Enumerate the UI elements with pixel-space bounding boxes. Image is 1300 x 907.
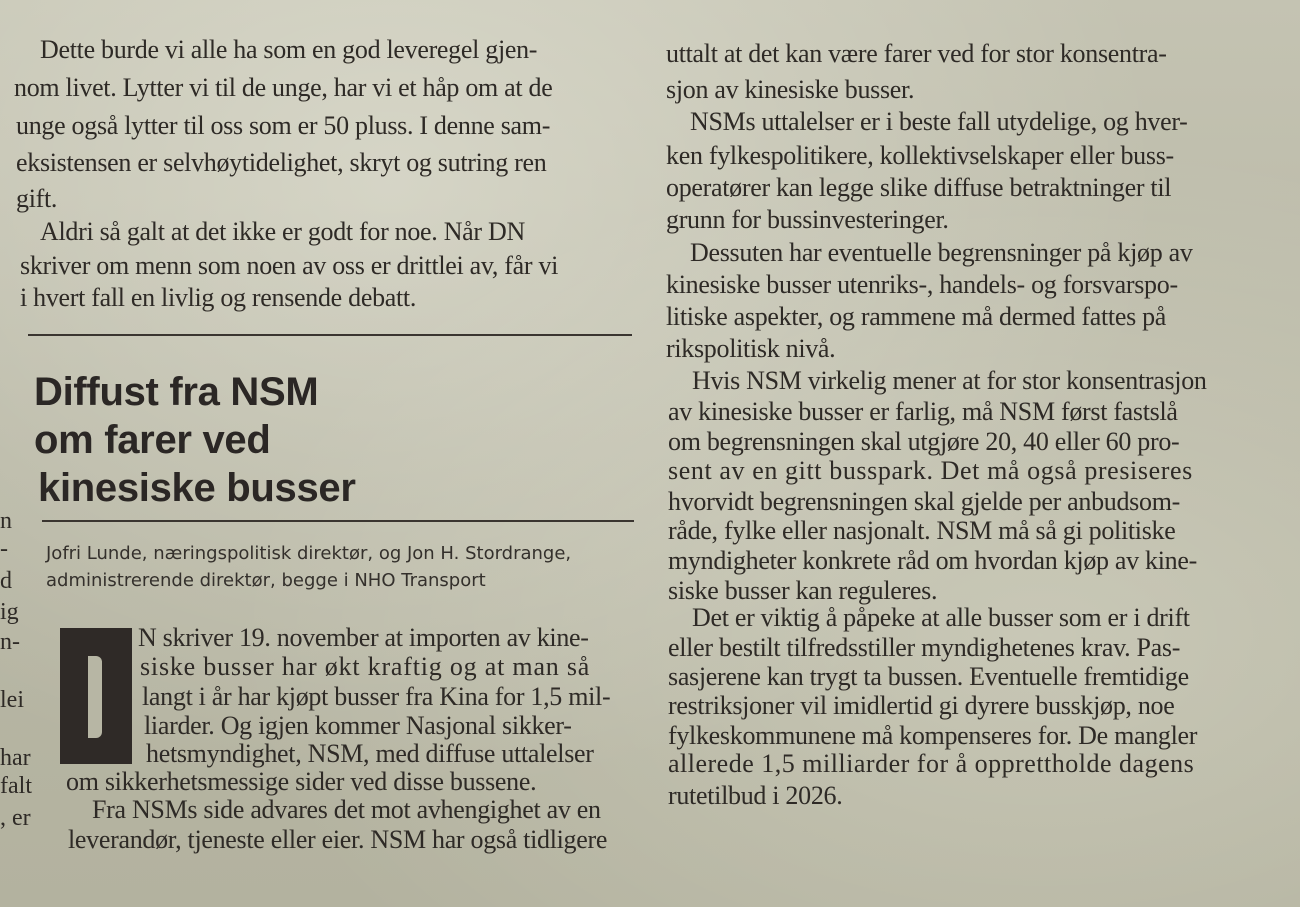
text-line: sjon av kinesiske busser. [666,75,915,104]
text-line: hetsmyndighet, NSM, med diffuse uttalelser [146,739,594,768]
text-line: skriver om menn som noen av oss er drittlei av, får vi [20,251,559,280]
text-line: litiske aspekter, og rammene må dermed fattes på [666,302,1167,331]
text-line: restriksjoner vil imidlertid gi dyrere busskjøp, noe [668,691,1175,720]
headline-line: Diffust fra NSM [34,370,319,414]
text-line: gift. [16,184,58,213]
text-line: Dessuten har eventuelle begrensninger på kjøp av [690,238,1193,267]
section-divider [28,334,632,336]
text-line: Hvis NSM virkelig mener at for stor konsentrasjon [692,366,1207,395]
text-line: sasjerene kan trygt ta bussen. Eventuelle fremtidige [668,662,1189,691]
text-line: Fra NSMs side advares det mot avhengighet av en [92,795,601,824]
text-line: liarder. Og igjen kommer Nasjonal sikker- [144,711,572,740]
headline-divider [42,520,634,522]
text-line: siske busser kan reguleres. [668,576,938,605]
text-line: eller bestilt tilfredsstiller myndighetenes krav. Pas- [668,633,1181,662]
text-line: leverandør, tjeneste eller eier. NSM har også tidligere [68,825,608,854]
text-fragment: har [0,745,31,771]
text-fragment: falt [0,773,32,799]
text-line: hvorvidt begrensningen skal gjelde per anbudsom- [668,487,1180,516]
text-fragment: lei [0,687,24,713]
text-line: av kinesiske busser er farlig, må NSM først fastslå [668,397,1178,426]
byline-line: administrerende direktør, begge i NHO Transport [46,570,486,591]
text-line: Dette burde vi alle ha som en god leveregel gjen- [40,35,538,64]
text-line: om sikkerhetsmessige sider ved disse bussene. [66,767,537,796]
text-line: nom livet. Lytter vi til de unge, har vi et håp om at de [14,73,553,102]
text-line: Det er viktig å påpeke at alle busser som er i drift [692,603,1190,632]
text-line: Aldri så galt at det ikke er godt for noe. Når DN [40,217,525,246]
text-line: grunn for bussinvesteringer. [666,205,949,234]
text-line: om begrensningen skal utgjøre 20, 40 eller 60 pro- [668,427,1180,456]
text-fragment: ig [0,599,19,625]
text-line: kinesiske busser utenriks-, handels- og forsvarspo- [666,270,1178,299]
text-line: siske busser har økt kraftig og at man så [140,652,591,681]
text-line: fylkeskommunene må kompenseres for. De mangler [668,721,1198,750]
text-line: ken fylkespolitikere, kollektivselskaper eller buss- [666,141,1174,170]
text-line: allerede 1,5 milliarder for å opprettholde dagens [668,749,1195,778]
text-line: rikspolitisk nivå. [666,334,836,363]
text-fragment: n- [0,629,20,655]
text-fragment: d [0,568,12,594]
text-line: operatører kan legge slike diffuse betraktninger til [666,173,1172,202]
text-fragment: n [0,508,12,534]
text-line: sent av en gitt busspark. Det må også presiseres [668,456,1193,485]
text-line: uttalt at det kan være farer ved for stor konsentra- [666,39,1167,68]
text-line: eksistensen er selvhøytidelighet, skryt og sutring ren [16,148,547,177]
byline-line: Jofri Lunde, næringspolitisk direktør, og Jon H. Stordrange, [46,543,572,564]
text-line: rutetilbud i 2026. [668,781,843,810]
headline-line: kinesiske busser [38,466,356,510]
text-line: i hvert fall en livlig og rensende debatt. [20,283,417,312]
text-line: N skriver 19. november at importen av kine- [138,623,589,652]
text-fragment: - [0,536,8,562]
text-line: unge også lytter til oss som er 50 pluss. I denne sam- [16,111,551,140]
article-headline [34,368,356,512]
drop-cap [60,628,132,764]
text-line: myndigheter konkrete råd om hvordan kjøp av kine- [668,546,1197,575]
text-fragment: , er [0,805,31,831]
text-line: råde, fylke eller nasjonalt. NSM må så gi politiske [668,516,1176,545]
headline-line: om farer ved [34,418,271,462]
text-line: langt i år har kjøpt busser fra Kina for 1,5 mil- [142,682,611,711]
text-line: NSMs uttalelser er i beste fall utydelige, og hver- [690,107,1188,136]
